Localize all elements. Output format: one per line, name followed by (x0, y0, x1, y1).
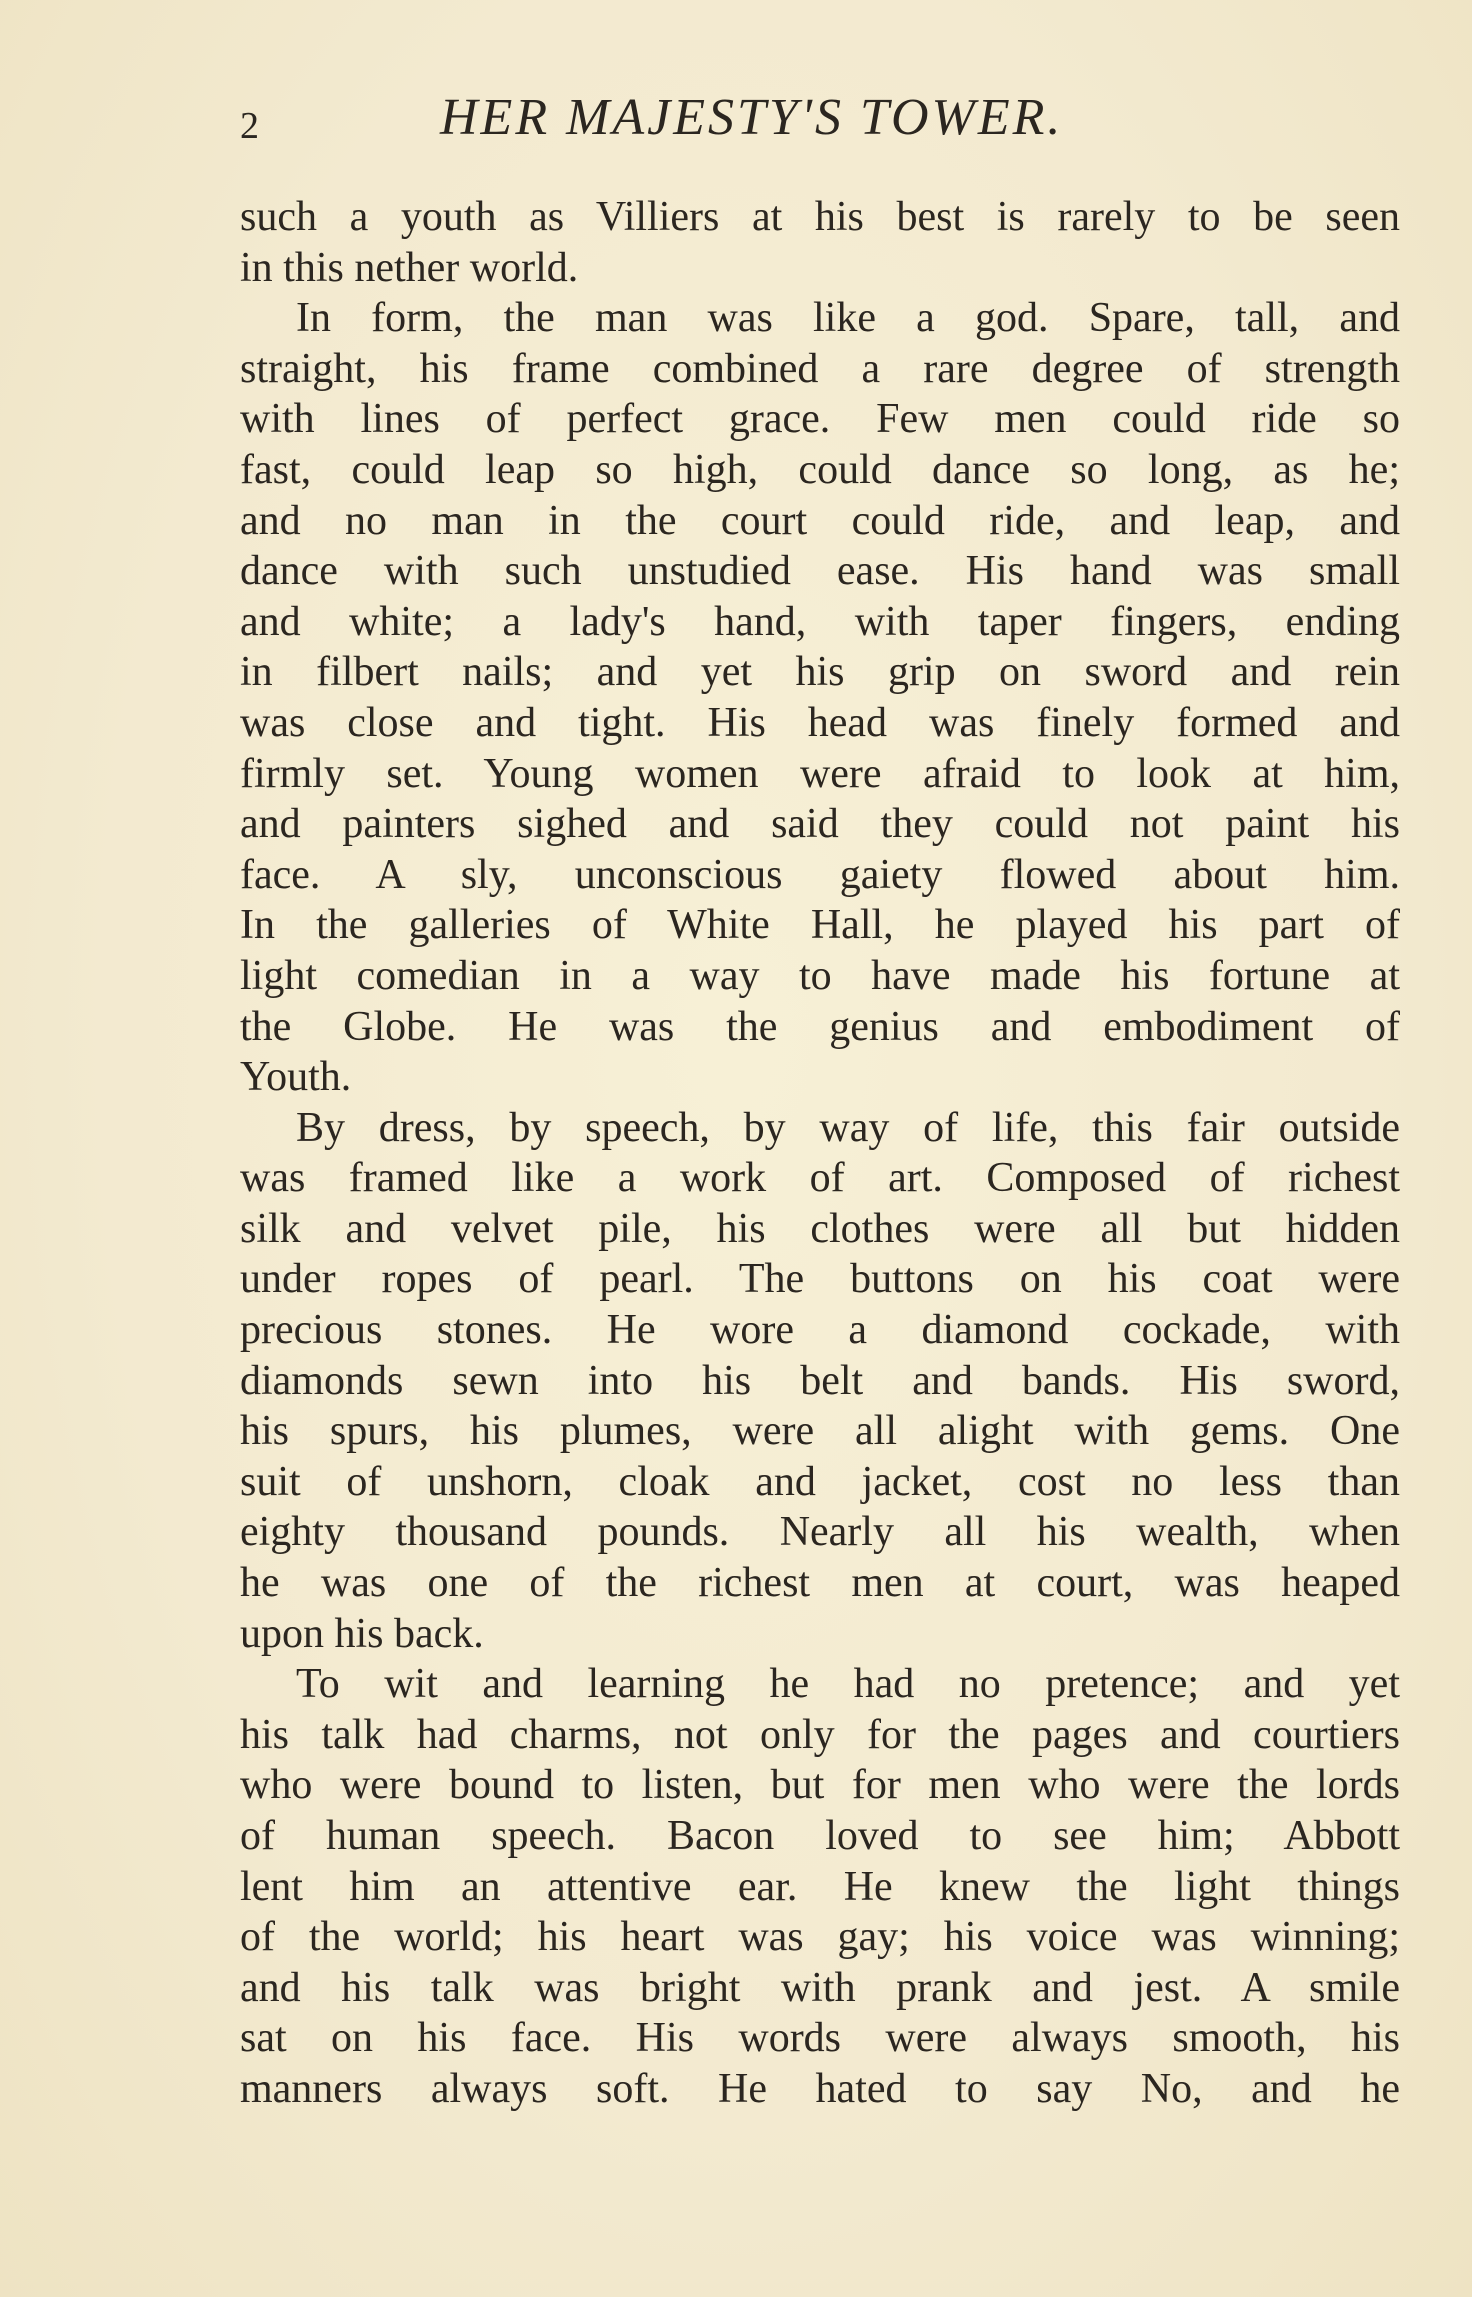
text-line: was close and tight. His head was finely formed and (240, 699, 1400, 746)
text-line: To wit and learning he had no pretence; and yet (296, 1661, 1400, 1708)
text-line: upon his back. (240, 1610, 484, 1657)
text-line: in this nether world. (240, 244, 579, 291)
text-line: and painters sighed and said they could not paint his (240, 801, 1400, 848)
text-line: in filbert nails; and yet his grip on sword and rein (240, 649, 1400, 696)
text-line: who were bound to listen, but for men who were the lords (240, 1762, 1400, 1809)
text-line: diamonds sewn into his belt and bands. His sword, (240, 1357, 1400, 1404)
text-line: suit of unshorn, cloak and jacket, cost no less than (240, 1458, 1400, 1505)
text-line: was framed like a work of art. Composed of richest (240, 1155, 1400, 1202)
text-line: and white; a lady's hand, with taper fingers, ending (240, 598, 1400, 645)
text-line: of human speech. Bacon loved to see him; Abbott (240, 1813, 1400, 1859)
text-line: dance with such unstudied ease. His hand was small (240, 548, 1400, 595)
text-line: of the world; his heart was gay; his voice was winning; (240, 1914, 1400, 1961)
text-line: sat on his face. His words were always smooth, his (240, 2015, 1400, 2062)
text-line: straight, his frame combined a rare degree of strength (240, 345, 1400, 392)
page-header (240, 88, 1400, 158)
text-line: under ropes of pearl. The buttons on his coat were (240, 1256, 1400, 1303)
text-line: and his talk was bright with prank and jest. A smile (240, 1964, 1400, 2011)
text-line: silk and velvet pile, his clothes were all but hidden (240, 1205, 1400, 1252)
text-line: fast, could leap so high, could dance so long, as he; (240, 446, 1400, 493)
running-title: HER MAJESTY'S TOWER. (440, 89, 1064, 146)
text-line: and no man in the court could ride, and leap, and (240, 497, 1400, 544)
text-line: By dress, by speech, by way of life, this fair outside (296, 1104, 1400, 1151)
text-line: he was one of the richest men at court, was heaped (240, 1560, 1400, 1607)
text-line: manners always soft. He hated to say No, and he (240, 2065, 1400, 2112)
text-line: In form, the man was like a god. Spare, tall, and (296, 295, 1400, 342)
text-line: the Globe. He was the genius and embodiment of (240, 1003, 1400, 1050)
text-line: Youth. (240, 1054, 352, 1101)
text-line: his spurs, his plumes, were all alight with gems. One (240, 1408, 1400, 1455)
text-line: face. A sly, unconscious gaiety flowed about him. (240, 851, 1400, 898)
page-number: 2 (240, 105, 259, 147)
text-line: eighty thousand pounds. Nearly all his wealth, when (240, 1509, 1400, 1556)
text-line: such a youth as Villiers at his best is rarely to be seen (240, 194, 1400, 240)
text-line: lent him an attentive ear. He knew the light things (240, 1863, 1400, 1910)
text-line: In the galleries of White Hall, he played his part of (240, 902, 1400, 949)
text-line: light comedian in a way to have made his fortune at (240, 952, 1400, 999)
text-line: precious stones. He wore a diamond cockade, with (240, 1307, 1400, 1354)
text-line: his talk had charms, not only for the pages and courtiers (240, 1711, 1400, 1758)
body-text (240, 192, 1400, 2115)
text-line: firmly set. Young women were afraid to look at him, (240, 750, 1400, 797)
text-line: with lines of perfect grace. Few men could ride so (240, 396, 1400, 443)
